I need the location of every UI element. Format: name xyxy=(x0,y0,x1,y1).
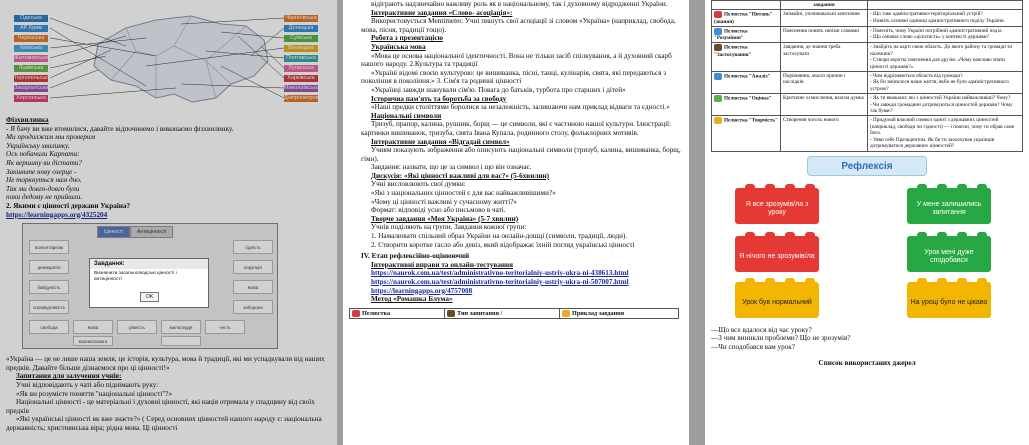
learningapps-link-2[interactable]: https://learningapps.org/4757008 xyxy=(371,286,473,295)
reflection-brick xyxy=(907,282,991,318)
legend-col: Тип запитання / xyxy=(457,309,503,317)
region-label: Чернігівська xyxy=(285,15,317,21)
table-row xyxy=(712,26,1023,43)
brick-label: Урок був нормальний xyxy=(742,298,812,306)
brick-stud xyxy=(765,184,775,189)
paragraph: Національні цінності - це матеріальні і духовні цінності, які нація отримала у спадщину від своїх предків xyxy=(6,398,315,415)
fizkult-line: - Я бачу ви вже втомилися, давайте відпочинемо і виконаємо фізхвилинку. xyxy=(6,124,234,133)
paragraph: «Які українські цінності вк вже знаєте?» ( Серед основних цінностей нашого народу є: національна державність; християнська віра; рідна мова. Ці цінності xyxy=(6,415,322,432)
page-3 xyxy=(705,0,1029,445)
section-heading: Інтерактивні вправи та онлайн-тестування xyxy=(371,260,514,269)
petal-cell xyxy=(712,94,781,116)
puzzle-piece[interactable]: заборона xyxy=(233,300,273,314)
puzzle-piece[interactable]: рівність xyxy=(117,320,157,334)
petal-name: Пелюстка "Питань" (знання) xyxy=(714,12,773,25)
paragraph: «Україні відомі своєю культурою: це вишиванка, пісні, танці, кулінарія, свята, які передаються з покоління в покоління.» 3. Сім'я та родинні цінності xyxy=(361,68,667,86)
region-label: Закарпатська xyxy=(14,85,49,91)
intro-quote: «Україна — це не лише наша земля, це історія, культура, мова й традиції, які ми успадкували від наших предків. Давайте більше дізнаємося про ці цінності!» xyxy=(6,355,325,372)
petal-icon xyxy=(714,117,722,124)
question-type: Створення чогось нового xyxy=(781,116,868,151)
brick-stud xyxy=(917,184,927,189)
brick-stud xyxy=(765,232,775,237)
app-tabs xyxy=(97,226,173,238)
table-row xyxy=(712,10,1023,27)
paragraph: Учні відповідають у чаті або піднімають руку: xyxy=(16,380,159,389)
petal-icon xyxy=(714,11,722,18)
brick-label: Я нічого не зрозумів/ла xyxy=(739,252,815,260)
brick-stud xyxy=(977,278,987,283)
region-label: Дніпропетровська xyxy=(284,95,330,101)
puzzle-piece[interactable]: милосердя xyxy=(161,320,201,334)
petal-name: Пелюстка "Застосування" xyxy=(714,45,752,58)
fizkult-line: Так ми довго-довго були xyxy=(6,184,80,193)
section-heading: Національні символи xyxy=(371,111,442,120)
region-label: АР Крим xyxy=(14,25,48,32)
table-header xyxy=(712,1,781,10)
map-outline xyxy=(6,6,331,114)
question-type: Завдання, де знання треба застосувати xyxy=(781,43,868,72)
brick-stud xyxy=(785,184,795,189)
region-label: Сумська xyxy=(284,35,318,42)
petal-cell xyxy=(712,26,781,43)
paragraph: Учні висловлюють свої думки: xyxy=(371,180,466,189)
brick-stud xyxy=(765,278,775,283)
section-heading: Творче завдання «Моя Україна» (5-7 хвилин) xyxy=(371,214,519,223)
petal-name: Пелюстка "Розуміння" xyxy=(714,28,748,41)
example-tasks: - Що таке адміністративно-територіальний устрій? - Назвіть основні одиниці адміністративного поділу України. xyxy=(868,10,1023,27)
paragraph: 2. Створити коротке гасло або девіз, який відображає їхній погляд українські цінності xyxy=(371,240,635,249)
table-header: завдання xyxy=(781,1,868,10)
flower-icon xyxy=(352,310,360,317)
task-dialog xyxy=(89,258,209,308)
puzzle-piece[interactable]: мова xyxy=(233,280,273,294)
puzzle-piece[interactable]: волюнтаризм xyxy=(29,240,69,254)
region-label: Тернопільська xyxy=(14,75,51,81)
puzzle-piece[interactable]: справедливість xyxy=(29,300,69,314)
region-label: Харківська xyxy=(284,75,318,82)
paragraph: Формат: відповіді усно або письмово в чаті. xyxy=(371,206,506,215)
brick-stud xyxy=(917,232,927,237)
stage-heading: IV. Етап рефлексійно-оцінюючий xyxy=(361,252,470,261)
fizkult-line: Ось побачили Карпати: xyxy=(6,150,80,159)
paragraph: Завдання: назвати, що це за символ і що він означає. xyxy=(371,163,532,172)
example-tasks: - Як ти вважаєш: які з цінностей України найважливіші? Чому? - Чи завжди громадяни дотримуються цінностей держави? Чому так буває? xyxy=(868,94,1023,116)
section-heading: Робота з презентацією xyxy=(371,34,443,43)
paragraph: Тризуб, прапор, калина, рушник, борщ — це символи, які є частиною нашої культури. Ілюстрації: картинки вишиванок, тризуба, свята Івана Купала, родинного столу, фольклорних мотивів. xyxy=(361,120,672,137)
puzzle-piece[interactable]: демократія xyxy=(29,260,69,274)
table-row xyxy=(712,94,1023,116)
petal-cell xyxy=(712,10,781,27)
petal-icon xyxy=(714,28,722,35)
brick-label: У мене залишились запитання xyxy=(916,200,982,216)
example-tasks: - Знайдіть на карті свою область. До якого району та громади ти належиш? - Створи короткі пояснення для друзів: «Чому важливо знати цінності держави?» xyxy=(868,43,1023,72)
region-label: Львівська xyxy=(14,65,48,72)
brick-stud xyxy=(957,184,967,189)
brick-stud xyxy=(977,232,987,237)
puzzle-piece[interactable]: гідність xyxy=(233,240,273,254)
section-heading: Інтерактивне завдання «Відгадай символ» xyxy=(371,137,510,146)
region-label: Одеська xyxy=(14,15,48,22)
reflection-question: —Чи сподобався вам урок? xyxy=(711,342,795,351)
fizkult-title: Фізхвилинка xyxy=(6,116,49,124)
paragraph: «Як ви розумієте поняття "національні цінності"?» xyxy=(16,389,173,398)
paragraph: «Українці завжди шанували сім'ю. Повага до батьків, турбота про старших і дітей» xyxy=(371,85,626,94)
paragraph: Використовується Mentimeter. Учні пишуть свої асоціації зі словом «Україна» (наприклад, свобода, мова, пісня, традиції тощо). xyxy=(361,17,676,34)
naurok-link-2[interactable]: https://naurok.com.ua/test/administrativno-teritorialniy-ustriy-ukra-ni-507007.html xyxy=(371,278,629,286)
puzzle-piece[interactable]: мова xyxy=(73,320,113,334)
section-heading: Метод «Ромашка Блума» xyxy=(371,295,453,304)
reflection-brick xyxy=(735,188,819,224)
section-heading: Інтерактивне завдання «Слово- асоціація»: xyxy=(371,8,513,17)
brick-stud xyxy=(805,232,815,237)
fizkult-line: Закиньте нову озерце - xyxy=(6,167,77,176)
fizkult-line: Не торкнуться нам дно. xyxy=(6,176,82,185)
question-type: Пояснення понять своїми словами xyxy=(781,26,868,43)
paragraph: 1. Намалювати спільний образ України на онлайн-дошці (символи, традиції, люди). xyxy=(371,232,628,241)
reflection-brick xyxy=(735,282,819,318)
region-label: Луганська xyxy=(284,65,318,72)
petal-cell xyxy=(712,43,781,72)
table-row xyxy=(712,43,1023,72)
reflection-brick xyxy=(907,236,991,272)
section-heading: Запитання для залучення учнів: xyxy=(16,372,122,381)
puzzle-piece[interactable]: взаємоповага xyxy=(73,336,113,346)
ukraine-map xyxy=(6,6,331,114)
brick-label: На уроці було не цікаво xyxy=(910,298,988,306)
brick-label: Я все зрозумів/ла з уроку xyxy=(745,200,809,216)
petal-name: Пелюстка "Оцінка" xyxy=(724,95,772,102)
legend-col: Приклад завдання xyxy=(572,309,625,317)
brick-stud xyxy=(745,232,755,237)
brick-stud xyxy=(785,232,795,237)
section-heading: Дискусія: «Які цінності важливі для вас?» (5-6хвилин) xyxy=(371,171,550,180)
fizkult-line: Як вершину ви дістати? xyxy=(6,158,82,167)
petal-cell xyxy=(712,72,781,94)
ok-button[interactable]: OK xyxy=(140,292,159,302)
brick-stud xyxy=(957,232,967,237)
petal-icon xyxy=(714,44,722,51)
region-label: Миколаївська xyxy=(284,85,319,91)
region-label: Київська xyxy=(14,45,48,52)
puzzle-piece[interactable]: байдужість xyxy=(29,280,69,294)
page-1 xyxy=(0,0,337,445)
brick-stud xyxy=(805,278,815,283)
petal-cell xyxy=(712,116,781,151)
table-header xyxy=(868,1,1023,10)
brick-label: Урок мені дуже сподобався xyxy=(924,248,974,264)
reflection-title: Рефлексія xyxy=(807,156,927,176)
learningapps-exercise xyxy=(22,223,278,349)
brick-stud xyxy=(957,278,967,283)
learningapps-link[interactable]: https://learningapps.org/4325204 xyxy=(6,210,108,219)
brick-stud xyxy=(805,184,815,189)
brick-stud xyxy=(785,278,795,283)
question-2: 2. Якими є цінності держави Україна? xyxy=(6,201,131,210)
reflection-brick xyxy=(907,188,991,224)
dialog-title: Завдання: xyxy=(90,259,208,269)
sources-title: Список використаних джерел xyxy=(818,359,916,368)
paragraph: «Мова це основа національної ідентичності. Вона не тільки засіб спілкування, а й духовний скарб нашого народу. 2.Культура та традиції xyxy=(361,51,672,69)
region-label: Вінницька xyxy=(284,45,318,52)
petal-icon xyxy=(714,73,722,80)
brick-stud xyxy=(917,278,927,283)
page-2 xyxy=(343,0,689,445)
example-tasks: - Поясніть, чому Україні потрібний адміністративний поділ. - Що означає слово «цілісність» у контексті держави? xyxy=(868,26,1023,43)
region-label: Черкаська xyxy=(14,35,48,42)
paragraph: «Наші предки століттями боролися за незалежність, залишаючи нам приклад відваги та єдності.» xyxy=(371,103,670,112)
question-type: Знімайні, упочнювальні запитання xyxy=(781,10,868,27)
question-type: Порівняння, аналіз причин і наслідків xyxy=(781,72,868,94)
paragraph: «Які з національних цінностей є для вас найважливішими?» xyxy=(371,189,556,198)
paragraph: «Чому ці цінності важливі у сучасному житті?» xyxy=(371,197,518,206)
puzzle-piece[interactable]: корупція xyxy=(233,260,273,274)
brick-stud xyxy=(977,184,987,189)
naurok-link-1[interactable]: https://naurok.com.ua/test/administrativno-teritorialniy-ustriy-ukra-ni-438613.html xyxy=(371,269,629,278)
fizkult-line: Українську хвилинку. xyxy=(6,141,70,150)
tab-antivalues[interactable]: Антицінності xyxy=(130,226,173,238)
fizkult-line: Ми продолжим мы проверим xyxy=(6,133,96,142)
reflection-brick xyxy=(735,236,819,272)
question-type: Критичне осмислення, власна думка xyxy=(781,94,868,116)
section-heading: Українська мова xyxy=(371,42,426,51)
brick-stud xyxy=(937,184,947,189)
region-label: Донецька xyxy=(284,25,318,32)
table-row xyxy=(712,72,1023,94)
region-label: Житомирська xyxy=(14,55,49,61)
brick-stud xyxy=(937,278,947,283)
brick-stud xyxy=(937,232,947,237)
reflection-question: —З чим виникли проблеми? Що не зрозумів? xyxy=(711,334,851,343)
paragraph: Учнів поділяють на групи. Завдання кожної групи: xyxy=(371,223,527,232)
puzzle-piece[interactable]: свобода xyxy=(29,320,69,334)
brick-stud xyxy=(745,278,755,283)
reflection-block xyxy=(711,156,1023,326)
example-tasks: - Придумай власний символ однієї з державних цінностей (наприклад, свободи чи гідності) — і поясни, чому ти обрав саме його. - Уяви себе Президентом. Як би ти заохочував українців дотримуватися державних цінностей? xyxy=(868,116,1023,151)
region-label: Херсонська xyxy=(14,95,48,102)
puzzle-piece[interactable] xyxy=(161,336,201,346)
legend-col: Пелюстка xyxy=(362,309,391,317)
reflection-question: —Що все вдалося від час уроку? xyxy=(711,325,812,334)
puzzle-piece[interactable]: честь xyxy=(205,320,245,334)
section-heading: Історична пам'ять та боротьба за свободу xyxy=(371,94,507,103)
example-tasks: - Чим відрізняються область від громади? - Як би змінилося наше життя, якби не було адміністративного устрою? xyxy=(868,72,1023,94)
bloom-legend-table xyxy=(349,308,679,319)
bulb-icon xyxy=(562,310,570,317)
paragraph: відіграють надзвичайно важливу роль як в національному, так і духовному відродженні України. xyxy=(371,0,668,8)
table-row xyxy=(712,116,1023,151)
petal-name: Пелюстка "Творчість" xyxy=(724,118,778,125)
region-label: Полтавська xyxy=(284,55,318,62)
petal-icon xyxy=(714,95,722,102)
fizkult-line: поки дедому не прийшли. xyxy=(6,193,83,202)
dialog-text: Визначити загальнолюдські цінності і антицінності xyxy=(94,271,177,283)
bloom-table xyxy=(711,0,1023,152)
tab-values[interactable]: Цінності xyxy=(97,226,130,238)
flower-icon xyxy=(447,310,455,317)
paragraph: Учням показують зображення або описують національні символи (тризуб, калина, вишиванка, борщ, гімн). xyxy=(361,146,681,163)
petal-name: Пелюстка "Аналіз" xyxy=(724,73,771,80)
brick-stud xyxy=(745,184,755,189)
